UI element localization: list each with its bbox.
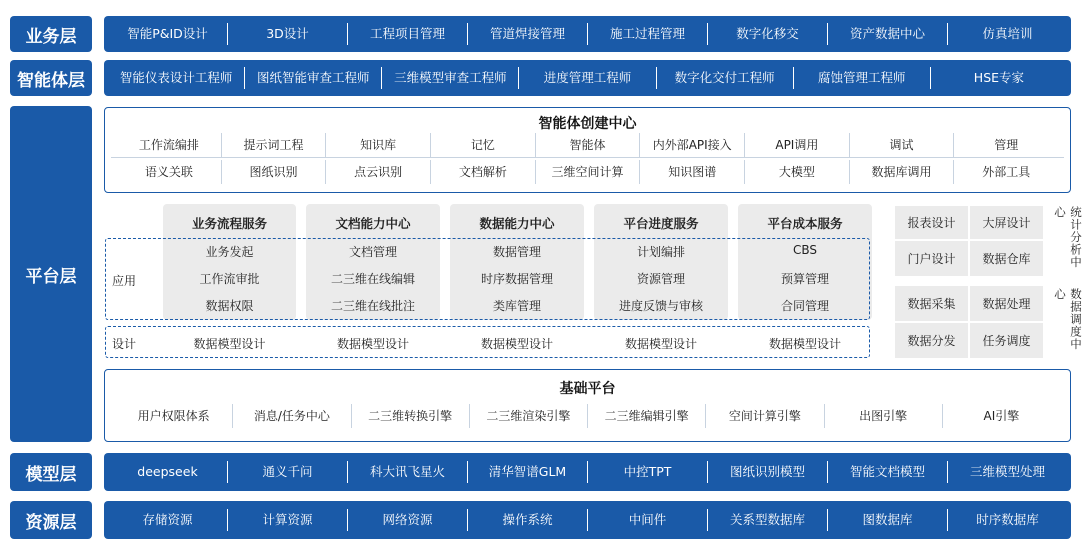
layer-label-platform: 平台层 — [10, 106, 92, 442]
base-platform-title: 基础平台 — [559, 381, 616, 397]
service-title: 业务流程服务 — [191, 216, 267, 231]
layer-label-resource: 资源层 — [10, 501, 92, 539]
business-item[interactable]: 资产数据中心 — [827, 23, 947, 45]
service-item[interactable]: 二三维在线编辑 — [330, 272, 415, 286]
data-center-label: 数据调度中心 — [1053, 288, 1083, 351]
layer-label-model: 模型层 — [10, 453, 92, 491]
creation-item[interactable]: 语义关联 — [144, 165, 193, 179]
business-item[interactable]: 工程项目管理 — [347, 23, 467, 45]
creation-item[interactable]: 智能体 — [535, 133, 640, 157]
agent-item[interactable]: HSE专家 — [930, 67, 1067, 89]
business-item[interactable]: 施工过程管理 — [587, 23, 707, 45]
resource-item[interactable]: 时序数据库 — [947, 509, 1067, 531]
service-title: 平台成本服务 — [767, 216, 843, 231]
agent-item[interactable]: 腐蚀管理工程师 — [793, 67, 930, 89]
engine-item[interactable]: 二三维渲染引擎 — [469, 404, 587, 428]
stats-item[interactable]: 报表设计 — [895, 206, 968, 239]
layer-label-business: 业务层 — [10, 16, 92, 52]
base-platform-row — [115, 404, 1060, 428]
service-item[interactable]: 数据管理 — [492, 245, 541, 259]
engine-item[interactable]: 消息/任务中心 — [232, 404, 350, 428]
design-item[interactable]: 数据模型设计 — [193, 337, 266, 351]
model-item[interactable]: 图纸识别模型 — [707, 461, 827, 483]
service-item[interactable]: 文档管理 — [348, 245, 397, 259]
service-item[interactable]: 业务发起 — [205, 245, 254, 259]
engine-item[interactable]: 空间计算引擎 — [705, 404, 823, 428]
stats-item[interactable]: 大屏设计 — [970, 206, 1043, 239]
model-item[interactable]: 三维模型处理 — [947, 461, 1067, 483]
stats-item[interactable]: 门户设计 — [895, 241, 968, 276]
service-item[interactable]: 工作流审批 — [199, 272, 260, 286]
business-band — [104, 16, 1071, 52]
creation-row-1 — [111, 133, 1064, 158]
service-item[interactable]: 二三维在线批注 — [330, 299, 415, 313]
creation-item[interactable]: 点云识别 — [325, 160, 430, 184]
design-label: 设计 — [112, 337, 137, 351]
service-item[interactable]: 进度反馈与审核 — [618, 299, 703, 313]
creation-center-title: 智能体创建中心 — [538, 116, 637, 132]
engine-item[interactable]: AI引擎 — [942, 404, 1060, 428]
model-item[interactable]: 通义千问 — [227, 461, 347, 483]
stats-center-label: 统计分析中心 — [1053, 206, 1083, 269]
resource-band — [104, 501, 1071, 539]
engine-item[interactable]: 用户权限体系 — [137, 409, 210, 423]
service-item[interactable]: 数据权限 — [205, 299, 254, 313]
agent-item[interactable]: 数字化交付工程师 — [656, 67, 793, 89]
model-item[interactable]: 中控TPT — [587, 461, 707, 483]
creation-item[interactable]: 文档解析 — [430, 160, 535, 184]
application-label: 应用 — [112, 274, 137, 288]
stats-item[interactable]: 数据仓库 — [970, 241, 1043, 276]
creation-item[interactable]: 管理 — [953, 133, 1058, 157]
creation-item[interactable]: 知识库 — [325, 133, 430, 157]
creation-item[interactable]: 外部工具 — [953, 160, 1058, 184]
creation-item[interactable]: 内外部API接入 — [639, 133, 744, 157]
creation-item[interactable]: 记忆 — [430, 133, 535, 157]
creation-item[interactable]: 数据库调用 — [849, 160, 954, 184]
layer-label-agent: 智能体层 — [10, 60, 92, 96]
service-item[interactable]: 时序数据管理 — [480, 272, 553, 286]
model-item[interactable]: deepseek — [137, 464, 198, 479]
agent-creation-center — [104, 107, 1071, 193]
service-item[interactable]: 计划编排 — [636, 245, 685, 259]
agent-band — [104, 60, 1071, 96]
resource-item[interactable]: 计算资源 — [227, 509, 347, 531]
resource-item[interactable]: 存储资源 — [142, 512, 193, 527]
engine-item[interactable]: 二三维编辑引擎 — [587, 404, 705, 428]
service-item[interactable]: CBS — [792, 243, 818, 257]
creation-item[interactable]: 图纸识别 — [221, 160, 326, 184]
base-platform — [104, 369, 1071, 442]
business-item[interactable]: 智能P&ID设计 — [127, 26, 208, 41]
resource-item[interactable]: 操作系统 — [467, 509, 587, 531]
model-band — [104, 453, 1071, 491]
agent-item[interactable]: 三维模型审查工程师 — [381, 67, 518, 89]
resource-item[interactable]: 关系型数据库 — [707, 509, 827, 531]
business-item[interactable]: 仿真培训 — [947, 23, 1067, 45]
engine-item[interactable]: 二三维转换引擎 — [351, 404, 469, 428]
service-item[interactable]: 合同管理 — [780, 299, 829, 313]
creation-item[interactable]: 工作流编排 — [138, 138, 199, 152]
design-item[interactable]: 数据模型设计 — [768, 337, 841, 351]
service-item[interactable]: 资源管理 — [636, 272, 685, 286]
model-item[interactable]: 科大讯飞星火 — [347, 461, 467, 483]
design-item[interactable]: 数据模型设计 — [624, 337, 697, 351]
business-item[interactable]: 管道焊接管理 — [467, 23, 587, 45]
data-center-item[interactable]: 数据处理 — [970, 286, 1043, 321]
creation-item[interactable]: 知识图谱 — [639, 160, 744, 184]
resource-item[interactable]: 图数据库 — [827, 509, 947, 531]
agent-item[interactable]: 图纸智能审查工程师 — [244, 67, 381, 89]
data-center-item[interactable]: 任务调度 — [970, 323, 1043, 358]
resource-item[interactable]: 中间件 — [587, 509, 707, 531]
agent-item[interactable]: 进度管理工程师 — [518, 67, 655, 89]
data-center-item[interactable]: 数据采集 — [895, 286, 968, 321]
business-item[interactable]: 3D设计 — [227, 23, 347, 45]
resource-item[interactable]: 网络资源 — [347, 509, 467, 531]
creation-item[interactable]: 调试 — [849, 133, 954, 157]
creation-item[interactable]: 三维空间计算 — [535, 160, 640, 184]
engine-item[interactable]: 出图引擎 — [824, 404, 942, 428]
service-title: 数据能力中心 — [479, 216, 555, 231]
service-title: 文档能力中心 — [335, 216, 411, 231]
business-item[interactable]: 数字化移交 — [707, 23, 827, 45]
creation-item[interactable]: API调用 — [744, 133, 849, 157]
data-center-item[interactable]: 数据分发 — [895, 323, 968, 358]
design-item[interactable]: 数据模型设计 — [480, 337, 553, 351]
model-item[interactable]: 智能文档模型 — [827, 461, 947, 483]
service-item[interactable]: 预算管理 — [780, 272, 829, 286]
service-item[interactable]: 类库管理 — [492, 299, 541, 313]
service-title: 平台进度服务 — [623, 216, 699, 231]
model-item[interactable]: 清华智谱GLM — [467, 461, 587, 483]
agent-item[interactable]: 智能仪表设计工程师 — [119, 70, 233, 85]
creation-row-2 — [111, 160, 1064, 184]
design-item[interactable]: 数据模型设计 — [336, 337, 409, 351]
creation-item[interactable]: 大模型 — [744, 160, 849, 184]
creation-item[interactable]: 提示词工程 — [221, 133, 326, 157]
